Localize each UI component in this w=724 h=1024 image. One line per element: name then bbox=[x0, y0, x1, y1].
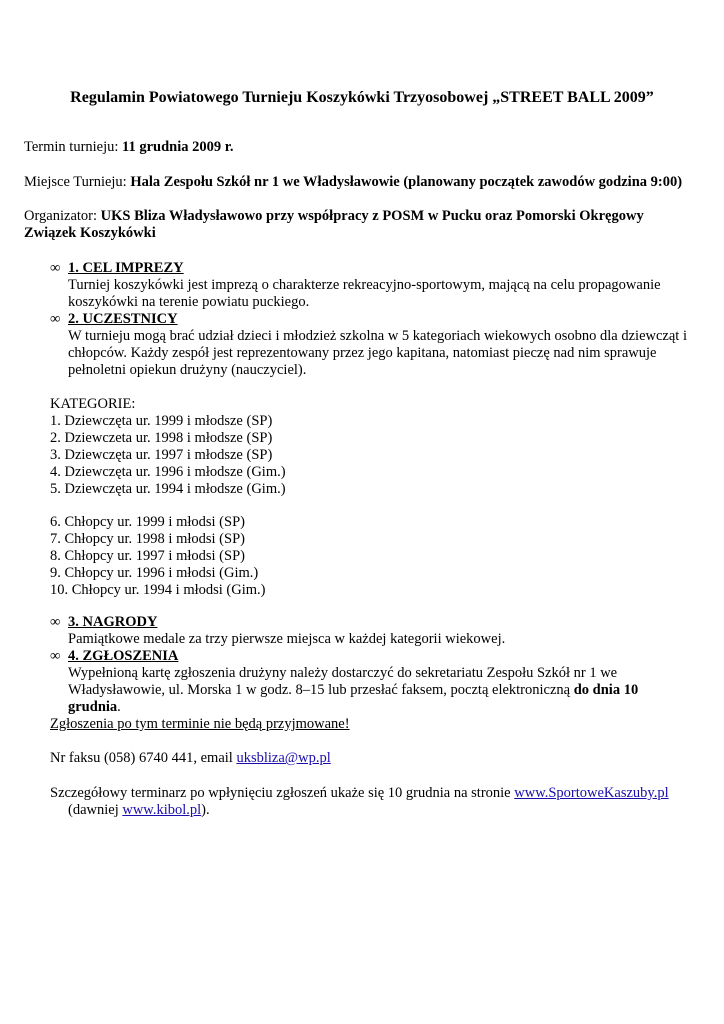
miejsce-line bbox=[24, 174, 704, 191]
zgloszenia-period: . bbox=[117, 699, 121, 715]
zgloszenia-deadline-2: grudnia bbox=[68, 699, 118, 715]
fax-line bbox=[50, 750, 710, 767]
zgloszenia-text-2: Władysławowie, ul. Morska 1 w godz. 8–15 lub przesłać faksem, pocztą elektroniczną bbox=[68, 682, 574, 698]
infinity-bullet-icon: ∞ bbox=[50, 260, 61, 276]
terminarz-block bbox=[50, 785, 710, 819]
termin-label: Termin turnieju: bbox=[24, 139, 123, 155]
section-uczestnicy bbox=[50, 311, 710, 379]
category-item: 8. Chłopcy ur. 1997 i młodsi (SP) bbox=[50, 548, 245, 564]
section-heading-uczestnicy: 2. UCZESTNICY bbox=[68, 311, 178, 327]
cel-text-1: Turniej koszykówki jest imprezą o charakterze rekreacyjno-sportowym, mającą na celu propagowanie bbox=[68, 277, 661, 293]
zgloszenia-text-1: Wypełnioną kartę zgłoszenia drużyny należy dostarczyć do sekretariatu Zespołu Szkół nr 1 we bbox=[68, 665, 618, 681]
category-item: 2. Dziewczeta ur. 1998 i młodsze (SP) bbox=[50, 430, 273, 446]
category-item: 7. Chłopcy ur. 1998 i młodsi (SP) bbox=[50, 531, 245, 547]
nagrody-text-1: Pamiątkowe medale za trzy pierwsze miejsca w każdej kategorii wiekowej. bbox=[68, 631, 506, 647]
kategorie-dziewczeta-list bbox=[50, 413, 450, 498]
category-item: 1. Dziewczęta ur. 1999 i młodsze (SP) bbox=[50, 413, 273, 429]
zgloszenia-deadline-1: do dnia 10 bbox=[573, 682, 639, 698]
terminarz-suffix: ). bbox=[201, 802, 210, 818]
section-cel-imprezy bbox=[50, 260, 710, 311]
category-item: 6. Chłopcy ur. 1999 i młodsi (SP) bbox=[50, 514, 245, 530]
infinity-bullet-icon: ∞ bbox=[50, 648, 61, 664]
kategorie-chlopcy-list bbox=[50, 514, 450, 599]
organizator-label: Organizator: bbox=[24, 208, 101, 224]
miejsce-value: Hala Zespołu Szkół nr 1 we Władysławowie (planowany początek zawodów godzina 9:00) bbox=[130, 174, 683, 190]
uczestnicy-text-2: chłopców. Każdy zespół jest reprezentowany przez jego kapitana, natomiast pieczę nad nim sprawuje bbox=[68, 345, 657, 361]
email-link[interactable]: uksbliza@wp.pl bbox=[236, 750, 331, 766]
section-heading-zgloszenia: 4. ZGŁOSZENIA bbox=[68, 648, 179, 664]
category-item: 3. Dziewczęta ur. 1997 i młodsze (SP) bbox=[50, 447, 273, 463]
fax-text: Nr faksu (058) 6740 441, email bbox=[50, 750, 237, 766]
uczestnicy-text-3: pełnoletni opiekun drużyny (nauczyciel). bbox=[68, 362, 307, 378]
kategorie-label: KATEGORIE: bbox=[50, 396, 136, 412]
infinity-bullet-icon: ∞ bbox=[50, 311, 61, 327]
category-item: 9. Chłopcy ur. 1996 i młodsi (Gim.) bbox=[50, 565, 259, 581]
terminarz-text: Szczegółowy terminarz po wpłynięciu zgłoszeń ukaże się 10 grudnia na stronie bbox=[50, 785, 515, 801]
miejsce-label: Miejsce Turnieju: bbox=[24, 174, 131, 190]
section-nagrody bbox=[50, 614, 710, 648]
section-heading-cel: 1. CEL IMPREZY bbox=[68, 260, 184, 276]
cel-text-2: koszykówki na terenie powiatu puckiego. bbox=[68, 294, 310, 310]
termin-value: 11 grudnia 2009 r. bbox=[122, 139, 234, 155]
category-item: 4. Dziewczęta ur. 1996 i młodsze (Gim.) bbox=[50, 464, 286, 480]
category-item: 5. Dziewczęta ur. 1994 i młodsze (Gim.) bbox=[50, 481, 286, 497]
infinity-bullet-icon: ∞ bbox=[50, 614, 61, 630]
sportowekaszuby-link[interactable]: www.SportoweKaszuby.pl bbox=[514, 785, 669, 801]
termin-line bbox=[24, 139, 704, 156]
section-heading-nagrody: 3. NAGRODY bbox=[68, 614, 158, 630]
zgloszenia-notice: Zgłoszenia po tym terminie nie będą przyjmowane! bbox=[50, 716, 350, 732]
section-zgloszenia bbox=[50, 648, 710, 716]
organizator-value-1: UKS Bliza Władysławowo przy współpracy z POSM w Pucku oraz Pomorski Okręgowy bbox=[100, 208, 644, 224]
page-title: Regulamin Powiatowego Turnieju Koszykówki Trzyosobowej „STREET BALL 2009” bbox=[70, 89, 654, 106]
uczestnicy-text-1: W turnieju mogą brać udział dzieci i młodzież szkolna w 5 kategoriach wiekowych osobno dla dziewcząt i bbox=[68, 328, 687, 344]
terminarz-prefix: (dawniej bbox=[68, 802, 123, 818]
kibol-link[interactable]: www.kibol.pl bbox=[122, 802, 202, 818]
organizator-block bbox=[24, 208, 704, 242]
organizator-value-2: Związek Koszykówki bbox=[24, 225, 156, 241]
category-item: 10. Chłopcy ur. 1994 i młodsi (Gim.) bbox=[50, 582, 266, 598]
